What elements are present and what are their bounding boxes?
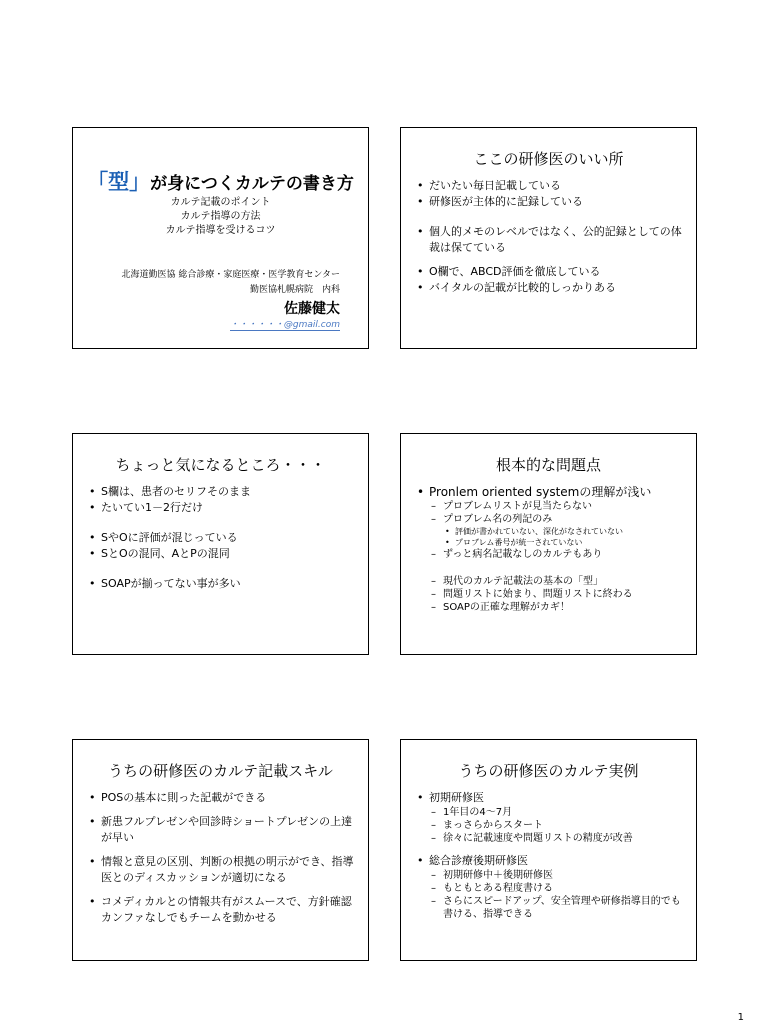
bullet-text: たいてい1－2行だけ <box>101 501 203 514</box>
bullet-item <box>89 546 358 562</box>
sub-item: – プロブレム名の列記のみ <box>431 514 553 525</box>
slide-5-title: うちの研修医のカルテ記載スキル <box>108 762 333 780</box>
sub-text: 徐々に記載速度や問題リストの精度が改善 <box>443 833 633 844</box>
bullet-text: 総合診療後期研修医 <box>429 854 528 867</box>
bullet-icon: • <box>89 895 96 908</box>
affiliation <box>121 268 340 298</box>
slide-2-title: ここの研修医のいい所 <box>473 150 624 168</box>
slide-6-body <box>417 790 686 921</box>
subsub-text: プロブレム番号が統一されていない <box>455 538 583 547</box>
sub-item: – 問題リストに始まり、問題リストに終わる <box>431 589 633 600</box>
bullet-item <box>89 500 358 516</box>
sub-item: – SOAPの正確な理解がカギ！ <box>431 602 570 613</box>
bullet-text: SとOの混同、AとPの混同 <box>101 547 230 560</box>
subsub-text: 評価が書かれていない、深化がなされていない <box>455 527 623 536</box>
bullet-text: SOAPが揃ってない事が多い <box>101 577 241 590</box>
sub-item: – もともとある程度書ける <box>431 883 553 894</box>
subtitle-line: カルテ指導を受けるコツ <box>165 225 276 236</box>
sub-text: SOAPの正確な理解がカギ！ <box>443 602 570 613</box>
bullet-item <box>417 224 686 256</box>
sub-item: – ずっと病名記載なしのカルテもあり <box>431 549 603 560</box>
slide-3-title: ちょっと気になるところ・・・ <box>115 456 326 474</box>
bullet-icon: • <box>89 855 96 868</box>
author-name: 佐藤健太 <box>284 301 340 317</box>
bullet-text: コメディカルとの情報共有がスムースで、方針確認カンファなしでもチームを動かせる <box>101 895 352 924</box>
sub-item: – 現代のカルテ記載法の基本の「型」 <box>431 576 603 587</box>
sub-text: 初期研修中＋後期研修医 <box>443 870 553 881</box>
slide-2 <box>400 127 697 349</box>
subsub-item: • プロブレム番号が統一されていない <box>445 538 583 547</box>
bullet-item <box>417 280 686 296</box>
sub-item: – さらにスピードアップ、安全管理や研修指導目的でも書ける、指導できる <box>417 895 686 921</box>
subsub-item: • 評価が書かれていない、深化がなされていない <box>445 527 623 536</box>
bullet-icon: • <box>89 577 96 590</box>
bullet-item <box>89 854 358 886</box>
slide-6 <box>400 739 697 961</box>
bullet-text: SやOに評価が混じっている <box>101 531 238 544</box>
sub-item: – まっさらからスタート <box>431 820 543 831</box>
bullet-item <box>89 484 358 500</box>
slide-3 <box>72 433 369 655</box>
subtitle-line: カルテ指導の方法 <box>180 211 261 222</box>
affiliation-line: 勤医協札幌病院 内科 <box>249 285 340 295</box>
sub-text: プロブレムリストが見当たらない <box>443 501 592 512</box>
bullet-text: 新患フルプレゼンや回診時ショートプレゼンの上達が早い <box>101 815 353 844</box>
affiliation-line: 北海道勤医協 総合診療・家庭医療・医学教育センター <box>121 270 340 280</box>
slide-4 <box>400 433 697 655</box>
sub-text: 問題リストに始まり、問題リストに終わる <box>443 589 633 600</box>
slide-5 <box>72 739 369 961</box>
bullet-item <box>89 790 358 806</box>
bullet-text: POSの基本に則った記載ができる <box>101 791 267 804</box>
bullet-icon: • <box>417 791 424 804</box>
slide-6-title: うちの研修医のカルテ実例 <box>458 762 639 780</box>
bullet-icon: • <box>89 531 96 544</box>
sub-text: さらにスピードアップ、安全管理や研修指導目的でも書ける、指導できる <box>443 896 681 920</box>
bullet-icon: • <box>89 485 96 498</box>
slide-5-body <box>89 790 358 926</box>
bullet-icon: • <box>417 195 424 208</box>
sub-text: プロブレム名の列記のみ <box>443 514 553 525</box>
bullet-text: 研修医が主体的に記録している <box>429 195 583 208</box>
bullet-icon: • <box>89 791 96 804</box>
bullet-text: 初期研修医 <box>429 791 484 804</box>
slide-4-body <box>417 484 686 614</box>
bullet-item <box>89 530 358 546</box>
subtitle-line: カルテ記載のポイント <box>170 197 271 208</box>
bullet-text: バイタルの記載が比較的しっかりある <box>429 281 616 294</box>
bullet-icon: • <box>417 265 424 278</box>
sub-item: – 初期研修中＋後期研修医 <box>431 870 553 881</box>
title-mark: 「型」 <box>87 170 151 194</box>
bullet-item <box>417 194 686 210</box>
bullet-icon: • <box>417 485 425 499</box>
bullet-item <box>89 576 358 592</box>
bullet-icon: • <box>89 501 96 514</box>
bullet-item <box>89 814 358 846</box>
page-number: 1 <box>737 1012 744 1023</box>
title-rest: が身につくカルテの書き方 <box>150 174 354 194</box>
bullet-icon: • <box>417 179 424 192</box>
slide-3-body <box>89 484 358 592</box>
subtitle-lines <box>73 196 368 238</box>
slide-2-body <box>417 178 686 296</box>
sub-text: 現代のカルテ記載法の基本の「型」 <box>443 576 603 587</box>
sub-item: – プロブレムリストが見当たらない <box>431 501 592 512</box>
bullet-text: 情報と意見の区別、判断の根拠の明示ができ、指導医とのディスカッションが適切になる <box>101 855 354 884</box>
bullet-item <box>417 484 686 500</box>
bullet-text: 個人的メモのレベルではなく、公的記録としての体裁は保てている <box>429 225 682 254</box>
bullet-item <box>89 894 358 926</box>
sub-text: 1年目の4～7月 <box>443 807 513 818</box>
slide-1-title <box>73 166 368 196</box>
bullet-text: S欄は、患者のセリフそのまま <box>101 485 251 498</box>
bullet-icon: • <box>417 281 424 294</box>
bullet-text: だいたい毎日記載している <box>429 179 561 192</box>
slide-1 <box>72 127 369 349</box>
bullet-icon: • <box>89 815 96 828</box>
bullet-text: O欄で、ABCD評価を徹底している <box>429 265 601 278</box>
sub-text: ずっと病名記載なしのカルテもあり <box>443 549 603 560</box>
bullet-item <box>417 790 686 806</box>
sub-item: – 徐々に記載速度や問題リストの精度が改善 <box>431 833 633 844</box>
sub-text: まっさらからスタート <box>443 820 543 831</box>
bullet-icon: • <box>417 225 424 238</box>
bullet-item <box>417 264 686 280</box>
slide-4-title: 根本的な問題点 <box>495 456 601 474</box>
sub-item: – 1年目の4～7月 <box>431 807 513 818</box>
email-link[interactable]: ・・・・・・@gmail.com <box>230 317 340 331</box>
bullet-item <box>417 853 686 869</box>
bullet-icon: • <box>417 854 424 867</box>
sub-text: もともとある程度書ける <box>443 883 553 894</box>
bullet-icon: • <box>89 547 96 560</box>
bullet-text: Pronlem oriented systemの理解が浅い <box>429 485 652 499</box>
bullet-item <box>417 178 686 194</box>
